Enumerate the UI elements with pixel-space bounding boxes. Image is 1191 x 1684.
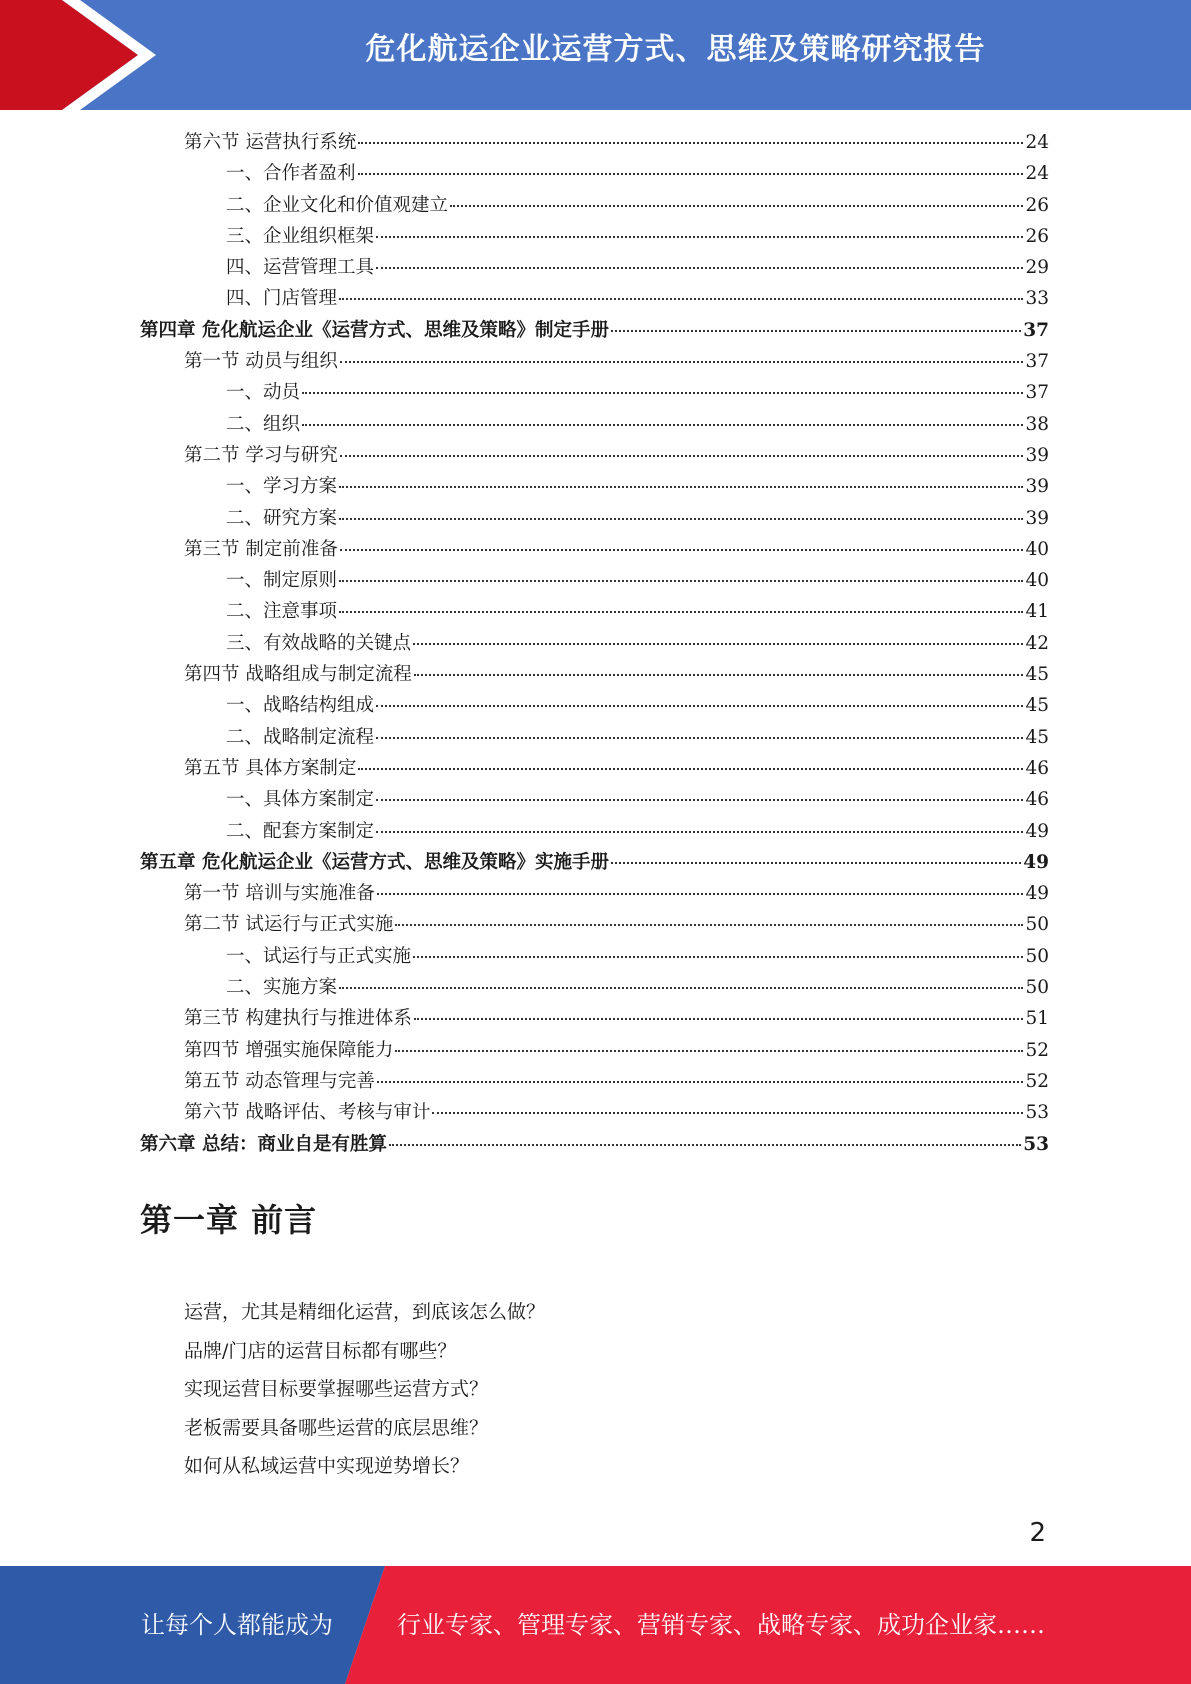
page-number: 2 bbox=[1029, 1518, 1046, 1548]
toc-leader-dots bbox=[339, 486, 1023, 488]
toc-entry[interactable] bbox=[140, 222, 1049, 253]
toc-entry[interactable] bbox=[140, 910, 1049, 941]
toc-entry[interactable] bbox=[140, 284, 1049, 315]
toc-leader-dots bbox=[395, 924, 1023, 926]
toc-entry-page: 46 bbox=[1025, 789, 1049, 811]
toc-entry-label: 第四节 战略组成与制定流程 bbox=[184, 664, 412, 686]
toc-leader-dots bbox=[339, 987, 1023, 989]
toc-entry-page: 26 bbox=[1025, 225, 1049, 247]
toc-entry-page: 45 bbox=[1025, 726, 1049, 748]
toc-entry[interactable] bbox=[140, 159, 1049, 190]
toc-leader-dots bbox=[414, 1018, 1024, 1020]
question-item: 运营，尤其是精细化运营，到底该怎么做？ bbox=[184, 1301, 546, 1323]
toc-leader-dots bbox=[302, 424, 1023, 426]
toc-entry-page: 37 bbox=[1023, 319, 1049, 341]
toc-entry-page: 24 bbox=[1025, 132, 1049, 153]
toc-entry-label: 一、合作者盈利 bbox=[226, 163, 356, 185]
toc-entry-label: 二、配套方案制定 bbox=[226, 820, 375, 842]
toc-entry-label: 一、具体方案制定 bbox=[226, 789, 375, 811]
footer-slogan-left: 让每个人都能成为 bbox=[141, 1611, 333, 1639]
toc-entry[interactable] bbox=[140, 597, 1049, 628]
toc-entry[interactable] bbox=[140, 566, 1049, 597]
toc-entry-label: 第三节 制定前准备 bbox=[184, 538, 338, 560]
toc-entry-page: 42 bbox=[1025, 632, 1049, 654]
toc-entry-label: 第四章 危化航运企业《运营方式、思维及策略》制定手册 bbox=[140, 319, 609, 341]
toc-leader-dots bbox=[450, 205, 1023, 207]
toc-entry-label: 三、企业组织框架 bbox=[226, 225, 375, 247]
toc-entry-label: 第六章 总结：商业自是有胜算 bbox=[140, 1133, 387, 1155]
chevron-arrow-icon bbox=[0, 0, 160, 110]
toc-leader-dots bbox=[432, 1112, 1023, 1114]
toc-entry-label: 第六节 运营执行系统 bbox=[184, 132, 357, 153]
toc-entry-label: 二、实施方案 bbox=[226, 977, 338, 999]
toc-entry-label: 第二节 学习与研究 bbox=[184, 444, 338, 466]
toc-entry[interactable] bbox=[140, 785, 1049, 816]
toc-leader-dots bbox=[376, 236, 1023, 238]
toc-entry-label: 一、试运行与正式实施 bbox=[226, 945, 412, 967]
toc-entry-label: 四、门店管理 bbox=[226, 288, 338, 310]
toc-entry-page: 38 bbox=[1025, 413, 1049, 435]
toc-entry-page: 46 bbox=[1025, 757, 1049, 779]
toc-entry[interactable] bbox=[140, 879, 1049, 910]
toc-entry[interactable] bbox=[140, 1098, 1049, 1129]
document-title: 危化航运企业运营方式、思维及策略研究报告 bbox=[365, 32, 986, 67]
toc-leader-dots bbox=[611, 862, 1021, 864]
toc-entry[interactable] bbox=[140, 1036, 1049, 1067]
toc-entry-label: 二、企业文化和价值观建立 bbox=[226, 194, 449, 216]
toc-leader-dots bbox=[377, 893, 1024, 895]
toc-entry[interactable] bbox=[140, 378, 1049, 409]
toc-leader-dots bbox=[413, 643, 1023, 645]
toc-entry[interactable] bbox=[140, 1130, 1049, 1161]
toc-entry[interactable] bbox=[140, 1004, 1049, 1035]
toc-entry-label: 二、研究方案 bbox=[226, 507, 338, 529]
toc-leader-dots bbox=[339, 518, 1023, 520]
question-list bbox=[184, 1297, 984, 1490]
toc-entry-label: 二、注意事项 bbox=[226, 601, 338, 623]
toc-entry-page: 37 bbox=[1025, 351, 1049, 373]
toc-entry-page: 49 bbox=[1023, 851, 1049, 873]
toc-entry-page: 53 bbox=[1025, 1102, 1049, 1124]
toc-entry-page: 37 bbox=[1025, 382, 1049, 404]
toc-entry-page: 40 bbox=[1025, 538, 1049, 560]
toc-entry-label: 第六节 战略评估、考核与审计 bbox=[184, 1102, 431, 1124]
toc-leader-dots bbox=[339, 611, 1023, 613]
toc-entry-page: 39 bbox=[1025, 507, 1049, 529]
toc-entry-label: 三、有效战略的关键点 bbox=[226, 632, 412, 654]
toc-entry-page: 52 bbox=[1025, 1039, 1049, 1061]
toc-entry-label: 第五节 具体方案制定 bbox=[184, 757, 357, 779]
toc-entry[interactable] bbox=[140, 754, 1049, 785]
toc-leader-dots bbox=[376, 705, 1023, 707]
toc-entry-label: 二、组织 bbox=[226, 413, 301, 435]
toc-entry-label: 四、运营管理工具 bbox=[226, 257, 375, 279]
toc-entry[interactable] bbox=[140, 1067, 1049, 1098]
toc-entry-label: 第二节 试运行与正式实施 bbox=[184, 914, 394, 936]
toc-leader-dots bbox=[395, 1050, 1023, 1052]
toc-entry-page: 52 bbox=[1025, 1070, 1049, 1092]
toc-entry[interactable] bbox=[140, 128, 1049, 159]
toc-entry[interactable] bbox=[140, 691, 1049, 722]
toc-entry-label: 一、动员 bbox=[226, 382, 301, 404]
toc-leader-dots bbox=[413, 956, 1023, 958]
toc-entry[interactable] bbox=[140, 472, 1049, 503]
toc-entry-label: 第五章 危化航运企业《运营方式、思维及策略》实施手册 bbox=[140, 851, 609, 873]
toc-entry[interactable] bbox=[140, 660, 1049, 691]
toc-leader-dots bbox=[377, 1081, 1024, 1083]
toc-leader-dots bbox=[414, 674, 1024, 676]
header-band bbox=[0, 0, 1191, 110]
toc-entry[interactable] bbox=[140, 191, 1049, 222]
toc-entry-label: 第三节 构建执行与推进体系 bbox=[184, 1008, 412, 1030]
toc-entry[interactable] bbox=[140, 410, 1049, 441]
toc-entry[interactable] bbox=[140, 942, 1049, 973]
toc-leader-dots bbox=[611, 330, 1021, 332]
toc-entry-label: 一、制定原则 bbox=[226, 570, 338, 592]
toc-entry-page: 39 bbox=[1025, 444, 1049, 466]
toc-entry[interactable] bbox=[140, 253, 1049, 284]
toc-entry-page: 50 bbox=[1025, 945, 1049, 967]
toc-leader-dots bbox=[376, 799, 1023, 801]
toc-leader-dots bbox=[358, 142, 1023, 144]
question-item: 实现运营目标要掌握哪些运营方式？ bbox=[184, 1378, 489, 1400]
footer-slogan-right: 行业专家、管理专家、营销专家、战略专家、成功企业家…… bbox=[397, 1611, 1045, 1639]
toc-entry-page: 29 bbox=[1025, 257, 1049, 279]
toc-entry-page: 50 bbox=[1025, 977, 1049, 999]
toc-entry-label: 第一节 动员与组织 bbox=[184, 351, 338, 373]
toc-leader-dots bbox=[340, 361, 1024, 363]
question-item: 品牌/门店的运营目标都有哪些？ bbox=[184, 1339, 457, 1362]
toc-entry-page: 26 bbox=[1025, 194, 1049, 216]
toc-entry-label: 第五节 动态管理与完善 bbox=[184, 1070, 375, 1092]
toc-entry-page: 50 bbox=[1025, 914, 1049, 936]
toc-entry[interactable] bbox=[140, 504, 1049, 535]
question-item: 老板需要具备哪些运营的底层思维？ bbox=[184, 1416, 489, 1439]
toc-entry-label: 第一节 培训与实施准备 bbox=[184, 883, 375, 905]
toc-entry-page: 33 bbox=[1025, 288, 1049, 310]
toc-entry[interactable] bbox=[140, 723, 1049, 754]
toc-entry-label: 一、学习方案 bbox=[226, 476, 338, 498]
toc-entry[interactable] bbox=[140, 817, 1049, 848]
toc-entry[interactable] bbox=[140, 973, 1049, 1004]
table-of-contents bbox=[140, 128, 1049, 1161]
toc-leader-dots bbox=[376, 831, 1023, 833]
toc-leader-dots bbox=[339, 298, 1023, 300]
toc-leader-dots bbox=[376, 737, 1023, 739]
toc-entry-page: 53 bbox=[1023, 1133, 1049, 1155]
toc-entry-page: 40 bbox=[1025, 570, 1049, 592]
toc-leader-dots bbox=[339, 580, 1023, 582]
toc-leader-dots bbox=[358, 768, 1023, 770]
toc-leader-dots bbox=[358, 173, 1024, 175]
toc-leader-dots bbox=[376, 267, 1023, 269]
toc-entry[interactable] bbox=[140, 347, 1049, 378]
toc-entry[interactable] bbox=[140, 848, 1049, 879]
footer-band bbox=[0, 1566, 1191, 1684]
toc-entry[interactable] bbox=[140, 441, 1049, 472]
toc-leader-dots bbox=[340, 549, 1024, 551]
chapter-heading: 第一章 前言 bbox=[140, 1201, 318, 1239]
toc-entry-label: 二、战略制定流程 bbox=[226, 726, 375, 748]
toc-leader-dots bbox=[389, 1144, 1021, 1146]
toc-entry-page: 51 bbox=[1025, 1008, 1049, 1030]
toc-entry-page: 24 bbox=[1025, 163, 1049, 185]
toc-entry[interactable] bbox=[140, 629, 1049, 660]
toc-entry-page: 41 bbox=[1025, 601, 1049, 623]
toc-leader-dots bbox=[340, 455, 1024, 457]
toc-entry-page: 45 bbox=[1025, 664, 1049, 686]
toc-entry-page: 49 bbox=[1025, 883, 1049, 905]
toc-leader-dots bbox=[302, 392, 1023, 394]
toc-entry-page: 49 bbox=[1025, 820, 1049, 842]
toc-entry-page: 45 bbox=[1025, 695, 1049, 717]
toc-entry[interactable] bbox=[140, 535, 1049, 566]
toc-entry-label: 第四节 增强实施保障能力 bbox=[184, 1039, 394, 1061]
toc-entry[interactable] bbox=[140, 316, 1049, 347]
toc-entry-page: 39 bbox=[1025, 476, 1049, 498]
question-item: 如何从私域运营中实现逆势增长？ bbox=[184, 1455, 470, 1477]
toc-entry-label: 一、战略结构组成 bbox=[226, 695, 375, 717]
